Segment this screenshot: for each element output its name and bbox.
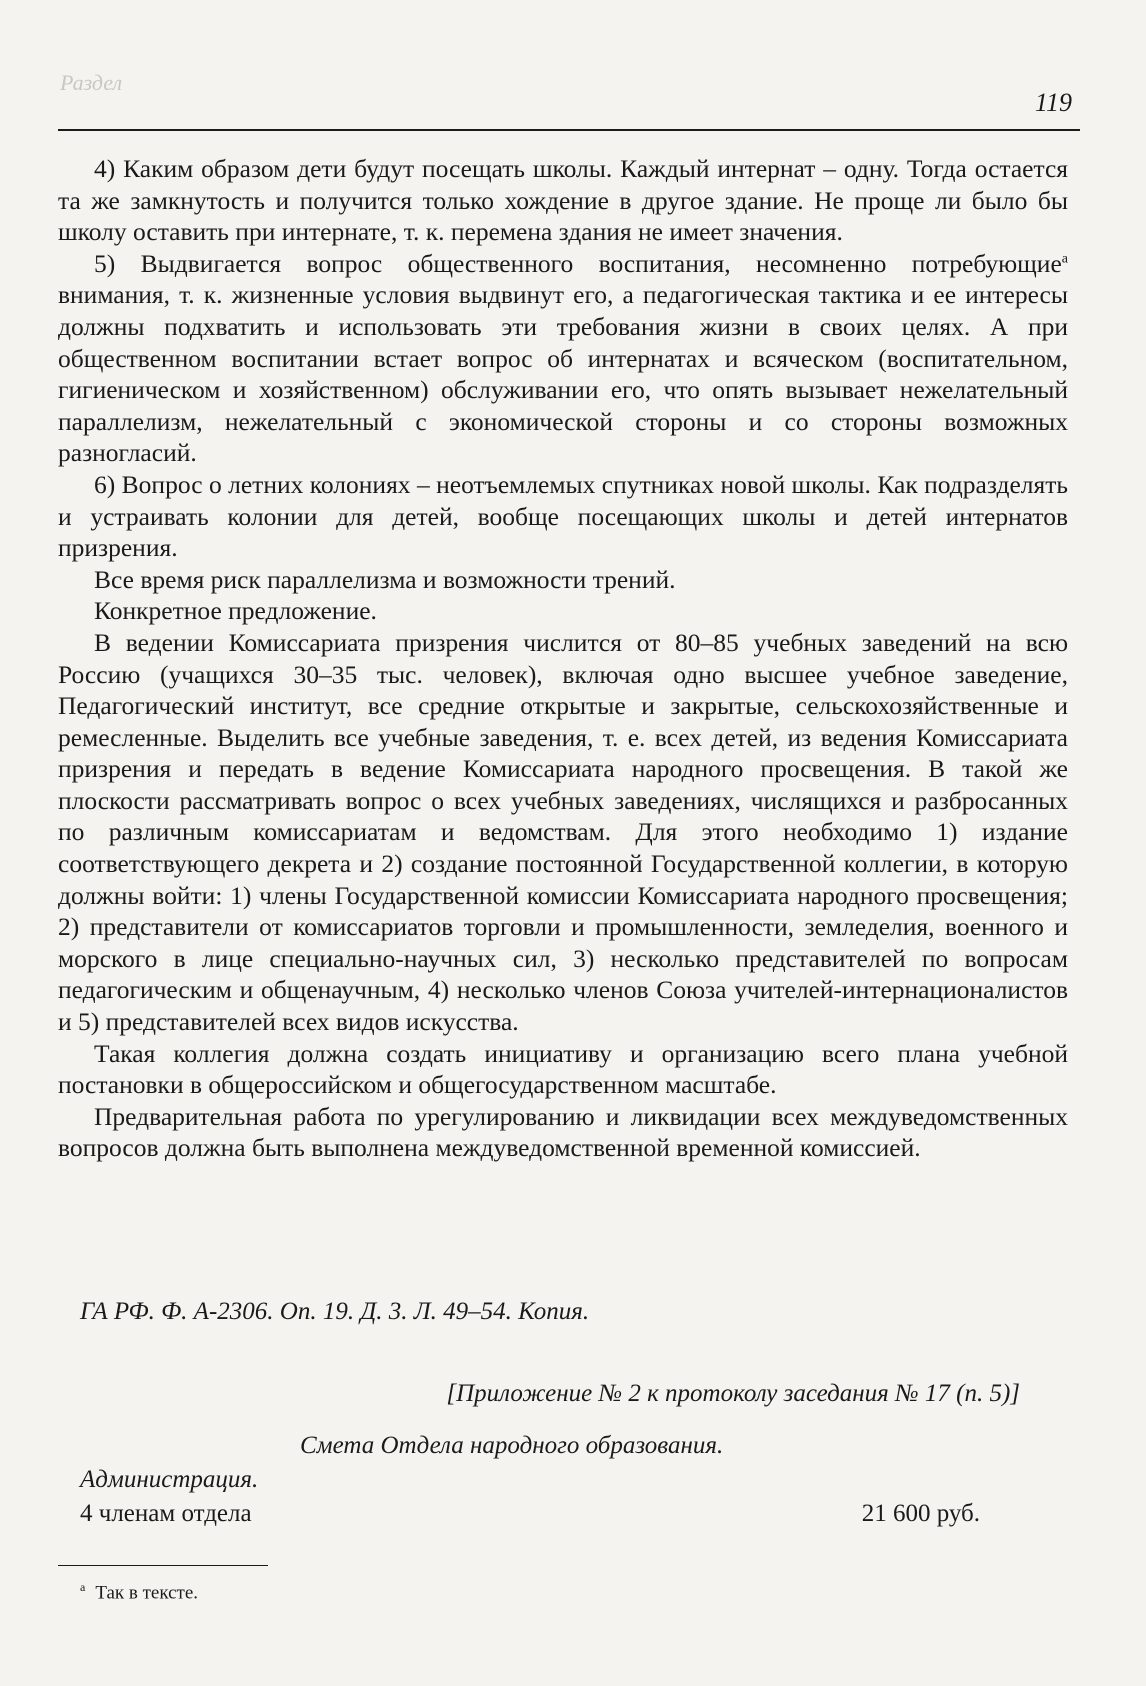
page-number: 119 <box>1034 88 1072 117</box>
header-rule <box>58 129 1080 131</box>
footnote-rule <box>58 1565 268 1566</box>
footnote <box>80 1580 198 1604</box>
footnote-marker: а <box>80 1580 86 1594</box>
paragraph-4: 4) Каким образом дети будут посещать школы. Каждый интернат – одну. Тогда остается та же замкнутость и получится только хождение в другое здание. Не проще ли было бы школу оставить при интернате, т. к. перемена здания не имеет значения. <box>58 154 1068 247</box>
body-text <box>58 153 1068 1164</box>
footnote-reference: а <box>1061 251 1068 267</box>
paragraph-collegium: Такая коллегия должна создать инициативу и организацию всего плана учебной постановки в общероссийском и общегосударственном масштабе. <box>58 1038 1068 1100</box>
paragraph-risk: Все время риск параллелизма и возможности трений. <box>94 564 676 594</box>
paragraph-proposal: В ведении Комиссариата призрения числится от 80–85 учебных заведений на всю Россию (учащихся 30–35 тыс. человек), включая одно высшее учебное заведение, Педагогический институт, все средние открытые и закрытые, сельскохозяйственные и ремесленные. Выделить все учебные заведения, т. е. всех детей, из ведения Комиссариата призрения и передать в ведение Комиссариата народного просвещения. В такой же плоскости рассматривать вопрос о всех учебных заведениях, числящихся и разбросанных по различным комиссариатам и ведомствам. Для этого необходимо 1) издание соответствующего декрета и 2) создание постоянной Государственной коллегии, в которую должны войти: 1) члены Государственной комиссии Комиссариата народного просвещения; 2) представители от комиссариатов торговли и промышленности, земледелия, военного и морского в лице специально-научных сил, 3) несколько представителей по вопросам педагогическим и общенаучным, 4) несколько членов Союза учителей-интернационалистов и 5) представителей всех видов искусства. <box>58 627 1068 1037</box>
ghost-header-text: Раздел <box>60 70 123 95</box>
section-title: Администрация. <box>80 1466 259 1493</box>
paragraph-proposal-heading: Конкретное предложение. <box>94 596 377 626</box>
paragraph-preliminary: Предварительная работа по урегулированию и ликвидации всех междуведомственных вопросов должна быть выполнена междуведомственной временной комиссией. <box>58 1101 1068 1163</box>
paragraph-6: 6) Вопрос о летних колониях – неотъемлемых спутниках новой школы. Как подразделять и устраивать колонии для детей, вообще посещающих школы и детей интернатов призрения. <box>58 469 1068 563</box>
estimate-row-amount: 21 600 руб. <box>861 1500 980 1527</box>
estimate-row-label: 4 членам отдела <box>80 1500 252 1527</box>
paragraph-5-rest: внимания, т. к. жизненные условия выдвинут его, а педагогическая тактика и ее интересы должны подхватить и использовать эти требования жизни в своих целях. А при общественном воспитании встает вопрос об интернатах и всяческом (воспитательном, гигиеническом и хозяйственном) обслуживании его, что опять вызывает нежелательный параллелизм, нежелательный с экономической стороны и со стороны возможных разногласий. <box>58 280 1068 468</box>
paragraph-5-start: 5) Выдвигается вопрос общественного воспитания, несомненно потребующие <box>94 248 1062 278</box>
footnote-text: Так в тексте. <box>95 1582 199 1604</box>
appendix-title: [Приложение № 2 к протоколу заседания № 17 (п. 5)] <box>446 1380 1020 1407</box>
estimate-title: Смета Отдела народного образования. <box>300 1432 724 1459</box>
archive-source: ГА РФ. Ф. А-2306. Оп. 19. Д. 3. Л. 49–54. Копия. <box>80 1298 590 1325</box>
paragraph-5 <box>58 248 1068 469</box>
